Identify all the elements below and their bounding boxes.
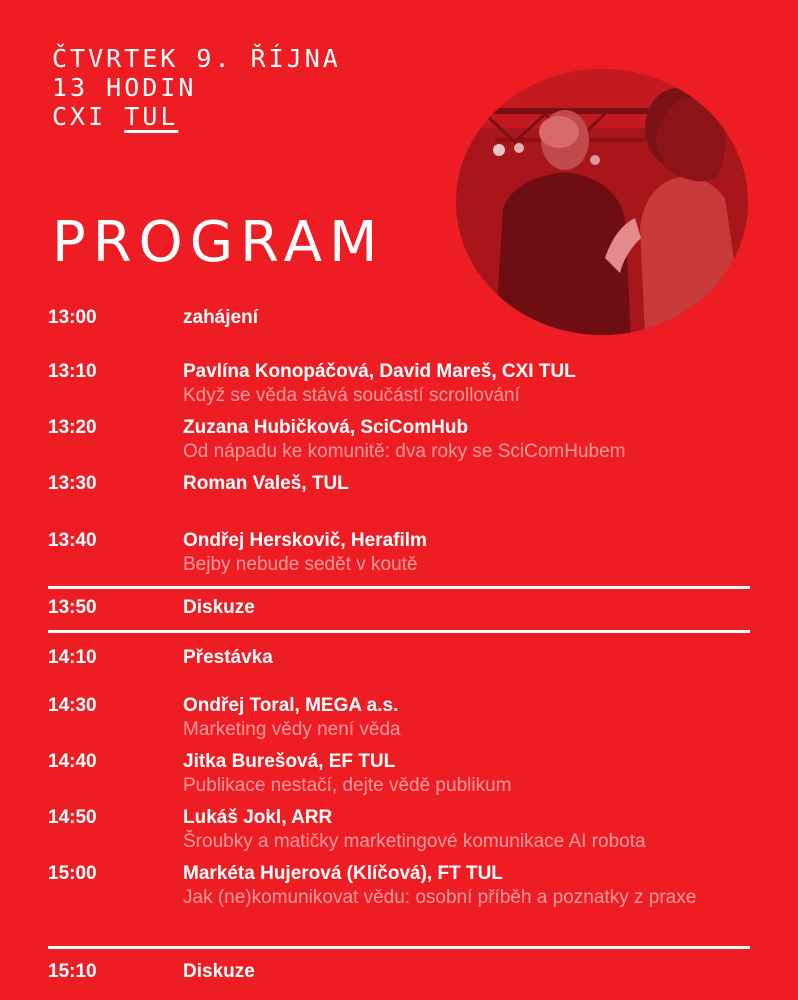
event-place-tul: TUL bbox=[124, 102, 179, 131]
schedule-time: 14:10 bbox=[48, 647, 97, 668]
schedule-talk-title: Marketing vědy není věda bbox=[183, 719, 401, 740]
schedule-time: 13:30 bbox=[48, 473, 97, 494]
event-time: 13 HODIN bbox=[52, 73, 197, 102]
schedule-time: 14:50 bbox=[48, 807, 97, 828]
schedule-time: 14:40 bbox=[48, 751, 97, 772]
schedule-speaker: Přestávka bbox=[183, 647, 273, 668]
schedule-speaker: Jitka Burešová, EF TUL bbox=[183, 751, 396, 772]
divider bbox=[48, 946, 750, 949]
schedule-speaker: Diskuze bbox=[183, 597, 255, 618]
schedule-time: 13:20 bbox=[48, 417, 97, 438]
schedule-speaker: Roman Valeš, TUL bbox=[183, 473, 349, 494]
schedule-time: 13:50 bbox=[48, 597, 97, 618]
schedule-speaker: Ondřej Herskovič, Herafilm bbox=[183, 530, 427, 551]
schedule-talk-title: Když se věda stává součástí scrollování bbox=[183, 385, 520, 406]
schedule-speaker: Markéta Hujerová (Klíčová), FT TUL bbox=[183, 863, 503, 884]
schedule-time: 13:10 bbox=[48, 361, 97, 382]
schedule-talk-title: Šroubky a matičky marketingové komunikace AI robota bbox=[183, 831, 646, 852]
schedule-time: 13:40 bbox=[48, 530, 97, 551]
event-place bbox=[52, 102, 341, 131]
divider bbox=[48, 630, 750, 633]
schedule-speaker: Ondřej Toral, MEGA a.s. bbox=[183, 695, 399, 716]
schedule-talk-title: Publikace nestačí, dejte vědě publikum bbox=[183, 775, 512, 796]
schedule-time: 15:10 bbox=[48, 961, 97, 982]
schedule-time: 14:30 bbox=[48, 695, 97, 716]
schedule-speaker: zahájení bbox=[183, 307, 258, 328]
schedule-speaker: Zuzana Hubičková, SciComHub bbox=[183, 417, 469, 438]
event-header bbox=[52, 44, 341, 131]
program-title: PROGRAM bbox=[52, 210, 385, 275]
schedule-speaker: Diskuze bbox=[183, 961, 255, 982]
event-photo bbox=[455, 68, 749, 336]
event-place-prefix: CXI bbox=[52, 102, 107, 131]
schedule-speaker: Pavlína Konopáčová, David Mareš, CXI TUL bbox=[183, 361, 576, 382]
schedule-talk-title: Od nápadu ke komunitě: dva roky se SciComHubem bbox=[183, 441, 626, 462]
schedule-time: 15:00 bbox=[48, 863, 97, 884]
divider bbox=[48, 586, 750, 589]
schedule-talk-title: Jak (ne)komunikovat vědu: osobní příběh a poznatky z praxe bbox=[183, 887, 697, 908]
schedule-speaker: Lukáš Jokl, ARR bbox=[183, 807, 333, 828]
event-date: ČTVRTEK 9. ŘÍJNA bbox=[52, 44, 341, 73]
schedule-talk-title: Bejby nebude sedět v koutě bbox=[183, 554, 418, 575]
schedule-time: 13:00 bbox=[48, 307, 97, 328]
